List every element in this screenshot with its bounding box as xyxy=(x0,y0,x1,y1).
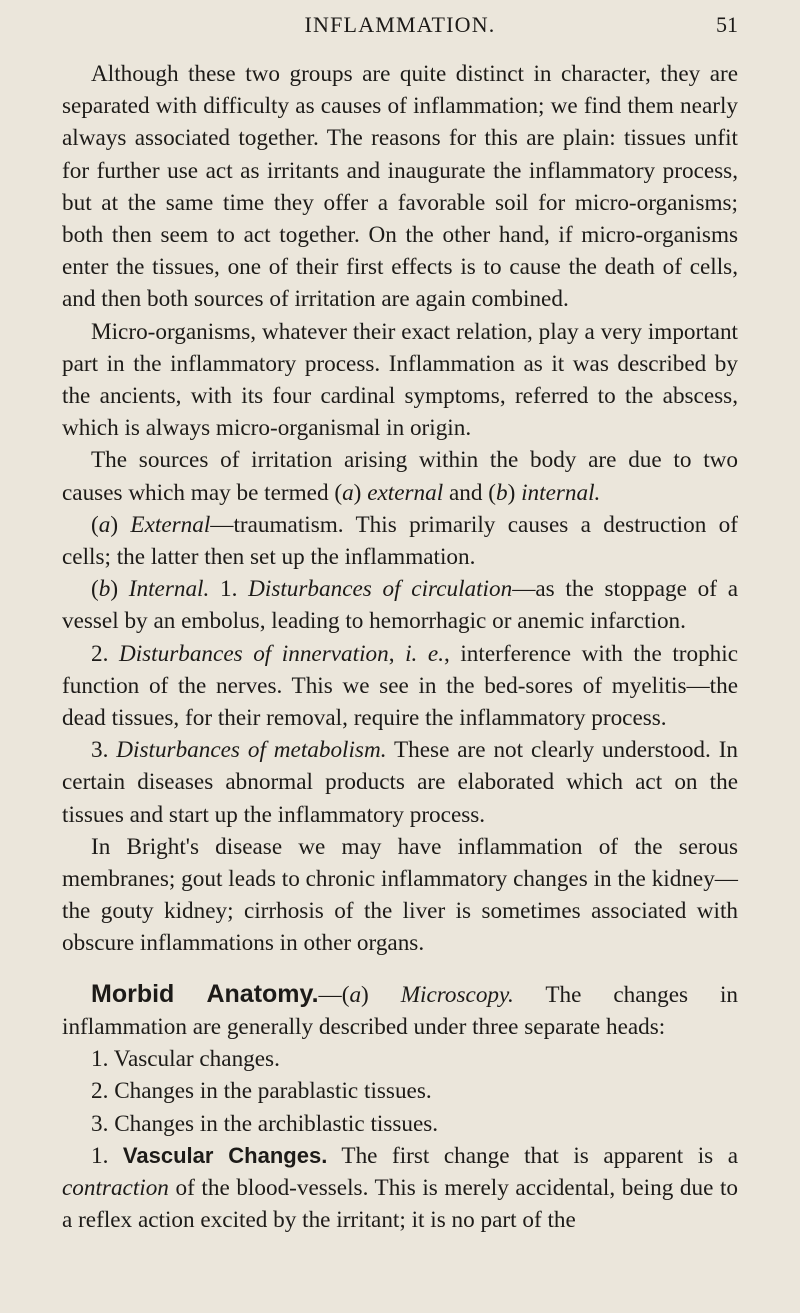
paragraph-text: ( xyxy=(91,576,99,603)
paragraph-text: These are not clearly understood. In certain diseases abnormal products are elaborated which act on the tissues and start up the inflammatory process. xyxy=(62,737,739,828)
italic-term: i. e. xyxy=(405,640,444,667)
paragraph-text: , xyxy=(388,640,406,667)
italic-term: External xyxy=(130,511,211,538)
subsection-heading: Vascular Changes. xyxy=(122,1142,328,1168)
italic-term: Microscopy. xyxy=(400,981,514,1008)
paragraph-text: and ( xyxy=(443,479,496,506)
italic-term: Internal. xyxy=(128,576,210,603)
paragraph xyxy=(62,734,738,831)
paragraph-text: The sources of irritation arising within the body are due to two causes which may be termed ( xyxy=(62,447,738,506)
paragraph xyxy=(62,978,738,1043)
paragraph-text: 1. xyxy=(209,576,249,603)
paragraph-text: —( xyxy=(318,981,350,1008)
paragraph xyxy=(62,573,738,637)
italic-letter: b xyxy=(495,479,508,506)
paragraph-text: ) xyxy=(361,981,401,1008)
paragraph-text: , interference with the trophic function of the nerves. This we see in the bed-sores of myelitis—the dead tissues, for their removal, require the inflammatory process. xyxy=(62,640,739,732)
paragraph-text: ) xyxy=(507,479,522,506)
section-heading: Morbid Anatomy. xyxy=(91,979,319,1008)
italic-letter: a xyxy=(349,981,362,1008)
paragraph-text: 2. xyxy=(91,640,119,667)
paragraph: Although these two groups are quite distinct in character, they are separated with difficulty as causes of inflammation; we find them nearly always associated together. The reasons for this are plain: tissues unfit for further use act as irritants and inaugurate the inflammatory process, but at the same time they offer a favorable soil for micro-organisms; both then seem to act together. On the other hand, if micro-organisms enter the tissues, one of their first effects is to cause the death of cells, and then both sources of irritation are again combined. xyxy=(62,61,738,313)
italic-letter: b xyxy=(98,576,111,603)
italic-term: Disturbances of metabolism. xyxy=(116,737,387,764)
paragraph-text: —as the stoppage of a vessel by an embolus, leading to hemorrhagic or anemic infarction. xyxy=(62,576,738,635)
paragraph-text: 3. xyxy=(91,737,117,764)
italic-term: internal. xyxy=(521,479,601,506)
italic-term: external xyxy=(367,479,444,506)
running-title: INFLAMMATION. xyxy=(304,12,496,37)
paragraph-text: ) xyxy=(110,511,131,538)
paragraph-text: —traumatism. This primarily causes a destruction of cells; the latter then set up the inflammation. xyxy=(62,511,738,571)
paragraph xyxy=(62,509,738,573)
page-number: 51 xyxy=(716,12,738,37)
running-head xyxy=(0,0,800,46)
body-text xyxy=(62,58,738,1236)
paragraph-text: The first change that is apparent is a xyxy=(327,1142,739,1169)
paragraph-text: ) xyxy=(353,479,368,506)
list-item: 1. Vascular changes. xyxy=(91,1046,280,1073)
list-item: 2. Changes in the parablastic tissues. xyxy=(91,1078,432,1105)
list-item: 3. Changes in the archiblastic tissues. xyxy=(91,1110,439,1137)
paragraph xyxy=(62,444,738,508)
italic-letter: a xyxy=(98,511,111,538)
paragraph-text: of the blood-vessels. This is merely accidental, being due to a reflex action excited by the irritant; it is no part of the xyxy=(62,1174,738,1234)
paragraph: In Bright's disease we may have inflammation of the serous membranes; gout leads to chronic inflammatory changes in the kidney—the gouty kidney; cirrhosis of the liver is sometimes associated with obscure inflammations in other organs. xyxy=(62,833,738,957)
paragraph-text: ) xyxy=(110,576,129,603)
italic-term: Disturbances of innervation xyxy=(118,640,389,667)
paragraph: Micro-organisms, whatever their exact relation, play a very important part in the inflammatory process. Inflammation as it was described by the ancients, with its four cardinal symptoms, referred to the abscess, which is always micro-organismal in origin. xyxy=(62,318,738,442)
italic-term: Disturbances of circulation xyxy=(248,576,513,603)
paragraph-text: 1. xyxy=(91,1142,123,1169)
paragraph-text: ( xyxy=(91,511,99,538)
section-gap xyxy=(62,960,738,978)
italic-letter: a xyxy=(342,479,354,506)
italic-term: contraction xyxy=(62,1174,169,1201)
paragraph xyxy=(62,638,738,735)
paragraph xyxy=(62,1140,738,1237)
paragraph-text: The changes in inflammation are generally described under three separate heads: xyxy=(62,981,738,1040)
